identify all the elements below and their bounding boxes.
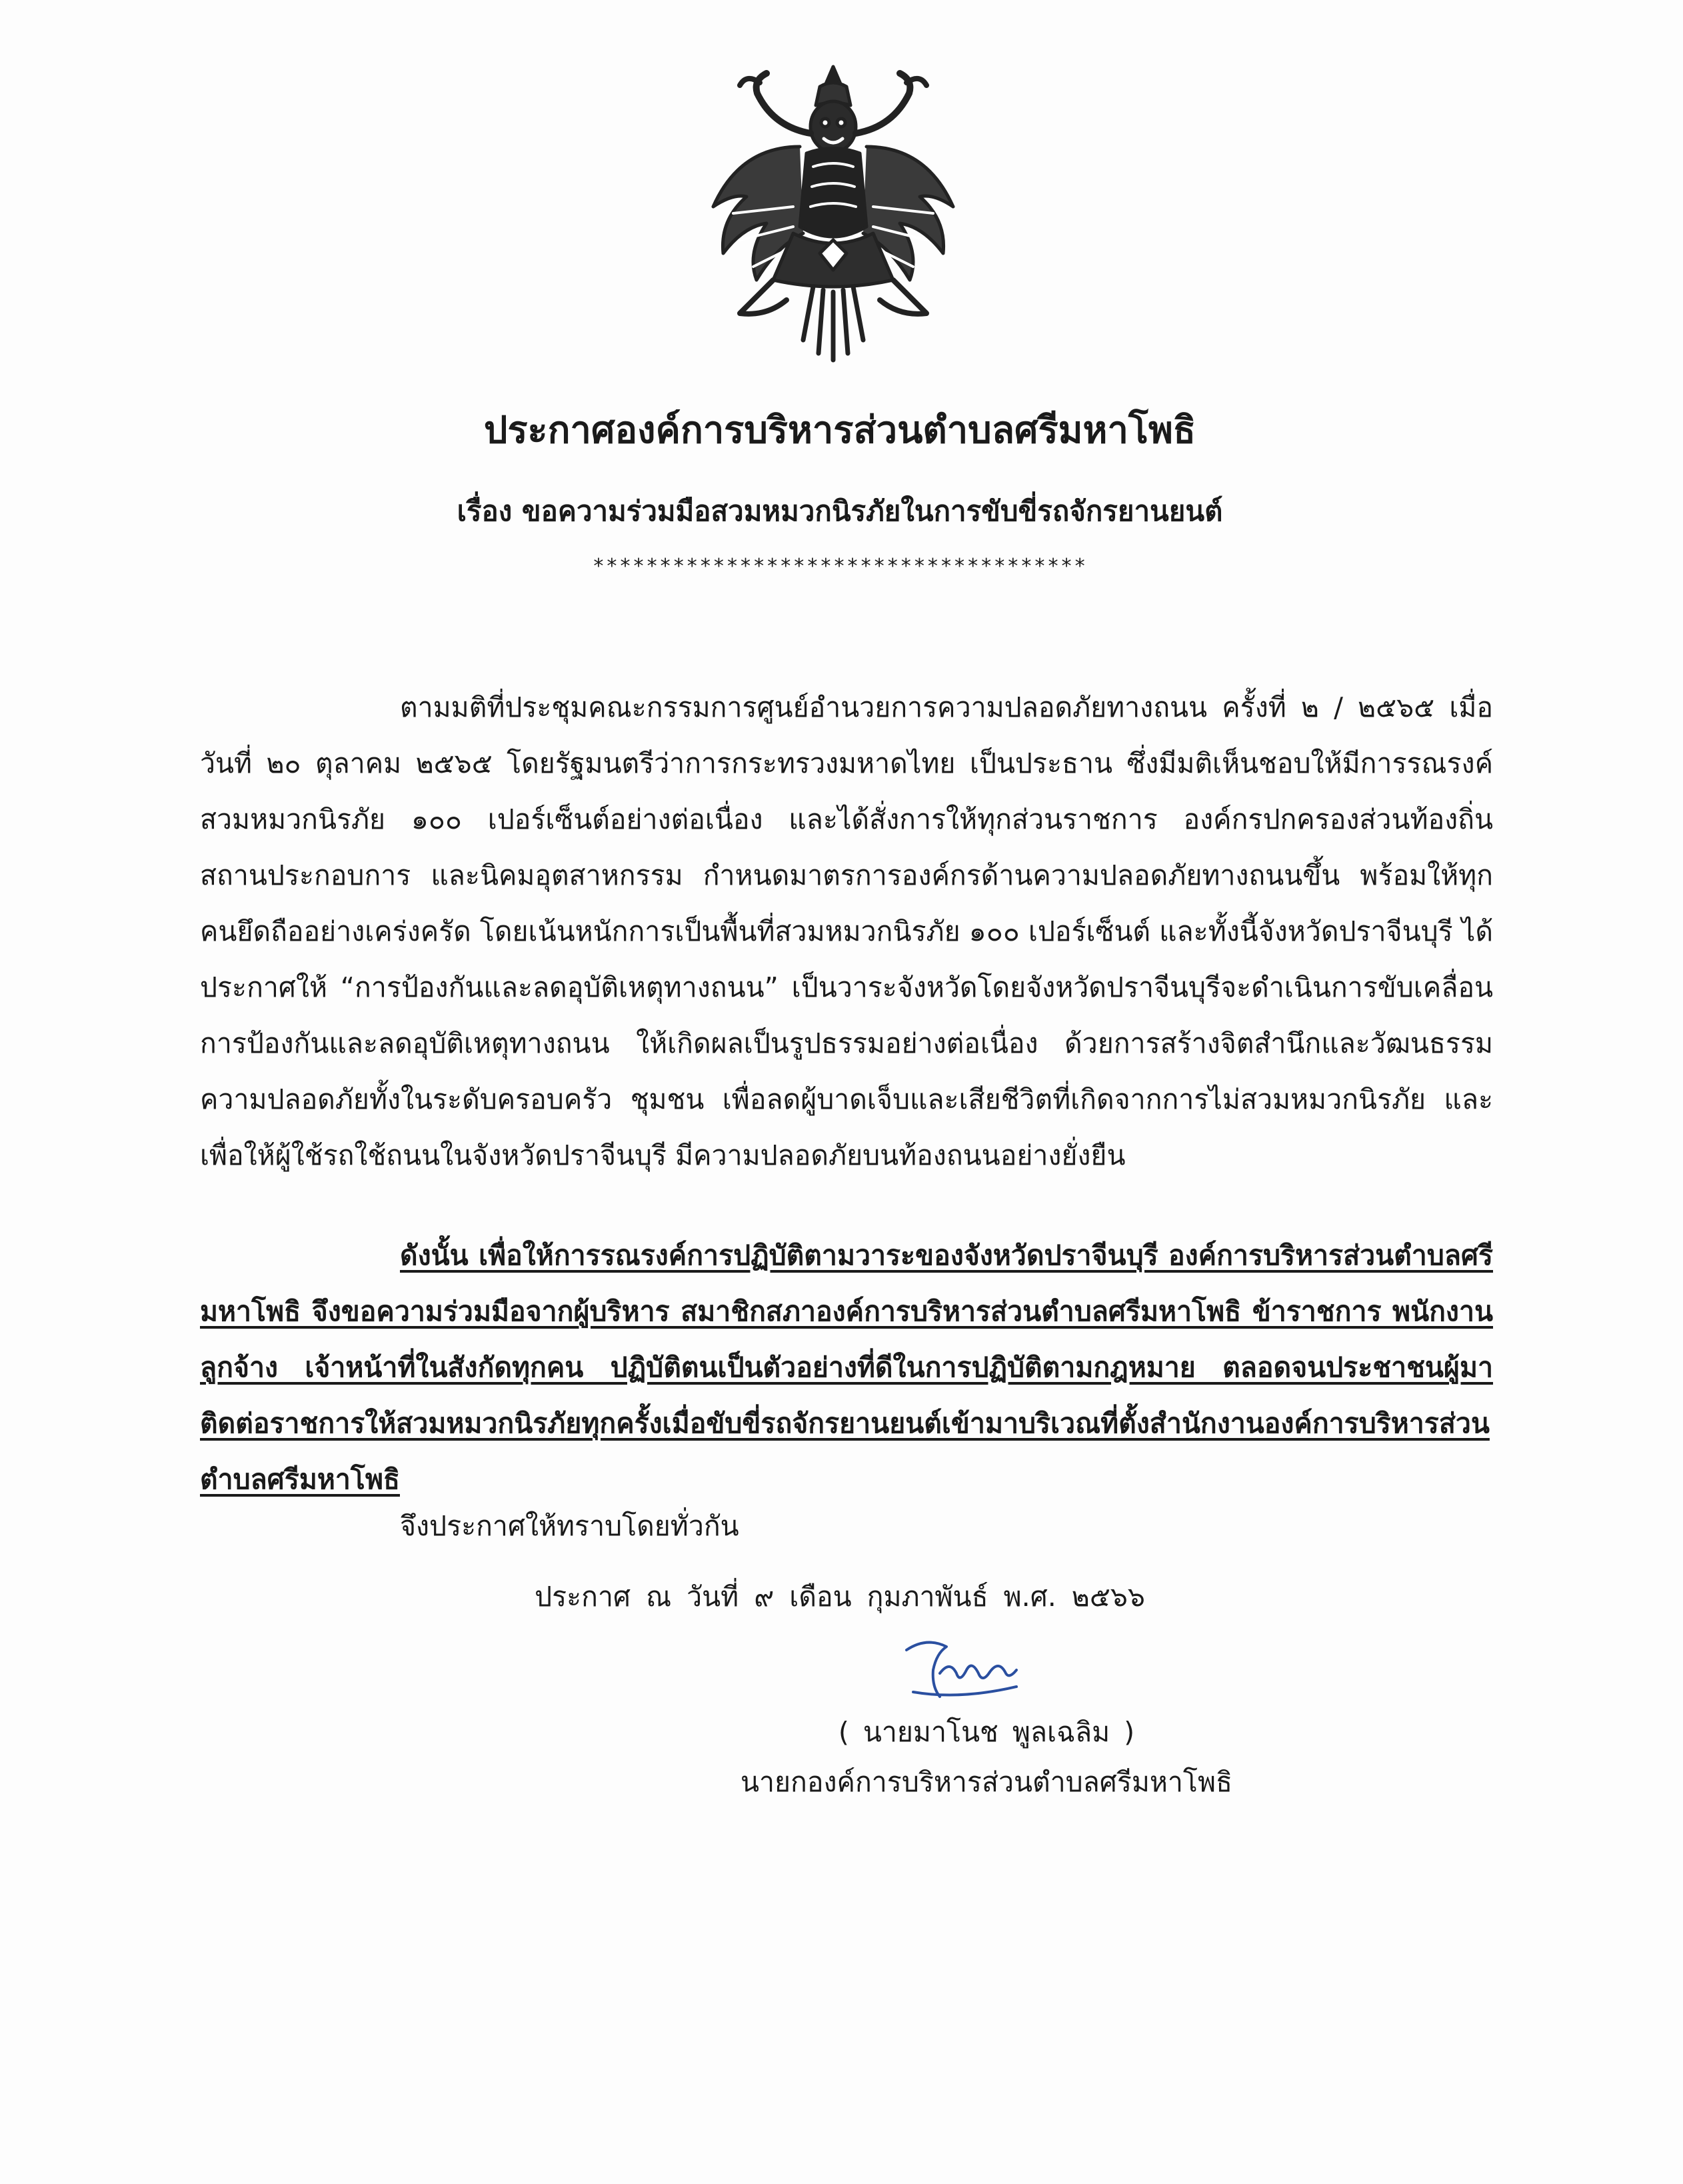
signer-position: นายกองค์การบริหารส่วนตำบลศรีมหาโพธิ	[740, 1766, 1233, 1798]
separator-line: *************************************	[592, 555, 1088, 578]
body-paragraph-1: ตามมติที่ประชุมคณะกรรมการศูนย์อำนวยการความปลอดภัยทางถนน ครั้งที่ ๒ / ๒๕๖๕ เมื่อวันที่ ๒๐ ตุลาคม ๒๕๖๕ โดยรัฐมนตรีว่าการกระทรวงมหาดไทย เป็นประธาน ซึ่งมีมติเห็นชอบให้มีการรณรงค์สวมหมวกนิรภัย ๑๐๐ เปอร์เซ็นต์อย่างต่อเนื่อง และได้สั่งการให้ทุกส่วนราชการ องค์กรปกครองส่วนท้องถิ่น สถานประกอบการ และนิคมอุตสาหกรรม กำหนดมาตรการองค์กรด้านความปลอดภัยทางถนนขึ้น พร้อมให้ทุกคนยึดถืออย่างเคร่งครัด โดยเน้นหนักการเป็นพื้นที่สวมหมวกนิรภัย ๑๐๐ เปอร์เซ็นต์ และทั้งนี้จังหวัดปราจีนบุรี ได้ประกาศให้ “การป้องกันและลดอุบัติเหตุทางถนน” เป็นวาระจังหวัดโดยจังหวัดปราจีนบุรีจะดำเนินการขับเคลื่อนการป้องกันและลดอุบัติเหตุทางถนน ให้เกิดผลเป็นรูปธรรมอย่างต่อเนื่อง ด้วยการสร้างจิตสำนึกและวัฒนธรรมความปลอดภัยทั้งในระดับครอบครัว ชุมชน เพื่อลดผู้บาดเจ็บและเสียชีวิตที่เกิดจากการไม่สวมหมวกนิรภัย และเพื่อให้ผู้ใช้รถใช้ถนนในจังหวัดปราจีนบุรี มีความปลอดภัยบนท้องถนนอย่างยั่งยืน	[200, 691, 1493, 1171]
announcement-date: ประกาศ ณ วันที่ ๙ เดือน กุมภาพันธ์ พ.ศ. ๒๕๖๖	[535, 1581, 1145, 1613]
closing-statement: จึงประกาศให้ทราบโดยทั่วกัน	[400, 1510, 739, 1542]
announcement-subject: เรื่อง ขอความร่วมมือสวมหมวกนิรภัยในการขับขี่รถจักรยานยนต์	[457, 495, 1223, 527]
handwritten-signature-icon	[900, 1633, 1026, 1707]
signer-name: ( นายมาโนช พูลเฉลิม )	[838, 1716, 1135, 1748]
garuda-emblem-icon	[693, 53, 973, 367]
announcement-title: ประกาศองค์การบริหารส่วนตำบลศรีมหาโพธิ	[483, 409, 1196, 452]
body-paragraph-2: ดังนั้น เพื่อให้การรณรงค์การปฏิบัติตามวาระของจังหวัดปราจีนบุรี องค์การบริหารส่วนตำบลศรีมหาโพธิ จึงขอความร่วมมือจากผู้บริหาร สมาชิกสภาองค์การบริหารส่วนตำบลศรีมหาโพธิ ข้าราชการ พนักงาน ลูกจ้าง เจ้าหน้าที่ในสังกัดทุกคน ปฏิบัติตนเป็นตัวอย่างที่ดีในการปฏิบัติตามกฎหมาย ตลอดจนประชาชนผู้มาติดต่อราชการให้สวมหมวกนิรภัยทุกครั้งเมื่อขับขี่รถจักรยานยนต์เข้ามาบริเวณที่ตั้งสำนักงานองค์การบริหารส่วนตำบลศรีมหาโพธิ	[200, 1239, 1493, 1495]
